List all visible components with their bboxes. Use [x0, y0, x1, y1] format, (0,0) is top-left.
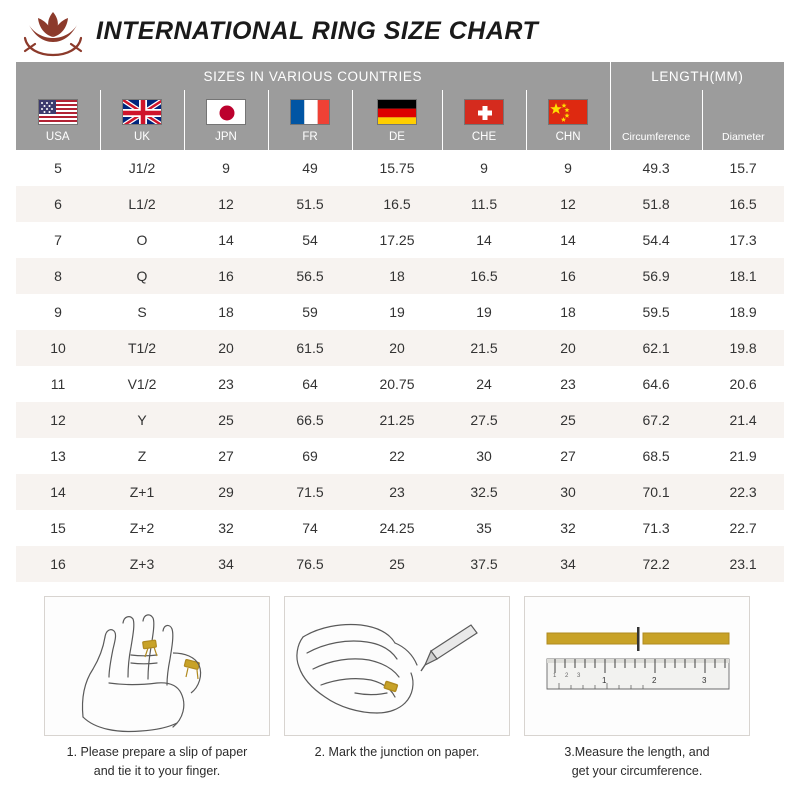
ruler-measure-illustration-icon	[524, 596, 750, 736]
cell-che: 32.5	[442, 474, 526, 510]
uk-flag-icon	[100, 90, 184, 128]
step-3-caption	[524, 736, 750, 781]
cell-chn: 30	[526, 474, 610, 510]
ring-size-table	[16, 62, 784, 582]
svg-text:2: 2	[565, 673, 569, 679]
cell-diameter: 23.1	[702, 546, 784, 582]
size-table-container	[0, 62, 800, 582]
cell-jpn: 27	[184, 438, 268, 474]
cell-usa: 15	[16, 510, 100, 546]
cell-che: 30	[442, 438, 526, 474]
cell-jpn: 9	[184, 150, 268, 186]
table-row	[16, 294, 784, 330]
cell-usa: 5	[16, 150, 100, 186]
cell-che: 9	[442, 150, 526, 186]
svg-text:1: 1	[553, 673, 557, 679]
france-flag-icon	[268, 90, 352, 128]
cell-usa: 13	[16, 438, 100, 474]
cell-circumference: 51.8	[610, 186, 702, 222]
step-1-line2: and tie it to your finger.	[93, 763, 221, 778]
cell-diameter: 15.7	[702, 150, 784, 186]
cell-diameter: 21.4	[702, 402, 784, 438]
cell-diameter: 18.9	[702, 294, 784, 330]
cell-de: 20.75	[352, 366, 442, 402]
cell-uk: Y	[100, 402, 184, 438]
cell-chn: 34	[526, 546, 610, 582]
cell-usa: 11	[16, 366, 100, 402]
table-column-header-row	[16, 128, 784, 150]
cell-de: 21.25	[352, 402, 442, 438]
cell-diameter: 22.3	[702, 474, 784, 510]
cell-de: 16.5	[352, 186, 442, 222]
cell-usa: 9	[16, 294, 100, 330]
cell-che: 24	[442, 366, 526, 402]
hand-paper-strip-illustration-icon	[44, 596, 270, 736]
step-1-line1: 1. Please prepare a slip of paper	[66, 745, 248, 759]
svg-text:2: 2	[652, 676, 657, 685]
cell-che: 37.5	[442, 546, 526, 582]
table-row	[16, 546, 784, 582]
col-header-usa: USA	[16, 128, 100, 150]
cell-usa: 8	[16, 258, 100, 294]
switzerland-flag-icon	[442, 90, 526, 128]
table-row	[16, 438, 784, 474]
col-header-fr: FR	[268, 128, 352, 150]
germany-flag-icon	[352, 90, 442, 128]
cell-uk: S	[100, 294, 184, 330]
cell-jpn: 25	[184, 402, 268, 438]
table-group-header-row	[16, 62, 784, 90]
cell-uk: J1/2	[100, 150, 184, 186]
cell-diameter: 21.9	[702, 438, 784, 474]
svg-text:3: 3	[577, 673, 581, 679]
svg-text:1: 1	[602, 676, 607, 685]
cell-fr: 61.5	[268, 330, 352, 366]
cell-uk: Z+2	[100, 510, 184, 546]
cell-circumference: 62.1	[610, 330, 702, 366]
cell-che: 27.5	[442, 402, 526, 438]
cell-jpn: 12	[184, 186, 268, 222]
cell-chn: 9	[526, 150, 610, 186]
cell-fr: 69	[268, 438, 352, 474]
cell-uk: Z+1	[100, 474, 184, 510]
step-3-line2: get your circumference.	[571, 763, 703, 778]
cell-fr: 71.5	[268, 474, 352, 510]
cell-usa: 12	[16, 402, 100, 438]
cell-che: 35	[442, 510, 526, 546]
cell-diameter: 20.6	[702, 366, 784, 402]
cell-circumference: 49.3	[610, 150, 702, 186]
cell-chn: 14	[526, 222, 610, 258]
table-row	[16, 150, 784, 186]
japan-flag-icon	[184, 90, 268, 128]
cell-diameter: 16.5	[702, 186, 784, 222]
step-2-caption	[284, 736, 510, 762]
table-row	[16, 330, 784, 366]
cell-fr: 56.5	[268, 258, 352, 294]
cell-jpn: 23	[184, 366, 268, 402]
table-row	[16, 474, 784, 510]
step-1	[44, 596, 270, 781]
table-row	[16, 186, 784, 222]
col-header-uk: UK	[100, 128, 184, 150]
svg-text:3: 3	[702, 676, 707, 685]
cell-chn: 25	[526, 402, 610, 438]
cell-uk: Z	[100, 438, 184, 474]
cell-chn: 16	[526, 258, 610, 294]
cell-usa: 7	[16, 222, 100, 258]
cell-fr: 51.5	[268, 186, 352, 222]
cell-chn: 12	[526, 186, 610, 222]
group-header-countries: SIZES IN VARIOUS COUNTRIES	[16, 62, 610, 90]
hand-pen-mark-illustration-icon	[284, 596, 510, 736]
cell-circumference: 59.5	[610, 294, 702, 330]
cell-fr: 76.5	[268, 546, 352, 582]
cell-circumference: 70.1	[610, 474, 702, 510]
cell-chn: 18	[526, 294, 610, 330]
cell-fr: 49	[268, 150, 352, 186]
usa-flag-icon	[16, 90, 100, 128]
cell-che: 14	[442, 222, 526, 258]
cell-fr: 66.5	[268, 402, 352, 438]
cell-de: 25	[352, 546, 442, 582]
lotus-yoga-logo-icon	[14, 3, 92, 59]
cell-jpn: 34	[184, 546, 268, 582]
cell-jpn: 32	[184, 510, 268, 546]
cell-circumference: 67.2	[610, 402, 702, 438]
cell-circumference: 64.6	[610, 366, 702, 402]
cell-jpn: 16	[184, 258, 268, 294]
cell-de: 18	[352, 258, 442, 294]
table-row	[16, 510, 784, 546]
table-flag-row	[16, 90, 784, 128]
cell-usa: 10	[16, 330, 100, 366]
table-row	[16, 402, 784, 438]
cell-uk: V1/2	[100, 366, 184, 402]
cell-fr: 59	[268, 294, 352, 330]
cell-uk: Q	[100, 258, 184, 294]
cell-usa: 16	[16, 546, 100, 582]
cell-diameter: 18.1	[702, 258, 784, 294]
cell-circumference: 56.9	[610, 258, 702, 294]
cell-de: 19	[352, 294, 442, 330]
cell-chn: 32	[526, 510, 610, 546]
flag-spacer-circumference	[610, 90, 702, 128]
cell-jpn: 14	[184, 222, 268, 258]
cell-uk: T1/2	[100, 330, 184, 366]
step-1-caption	[44, 736, 270, 781]
cell-jpn: 18	[184, 294, 268, 330]
step-3-line1: 3.Measure the length, and	[564, 745, 710, 759]
cell-che: 11.5	[442, 186, 526, 222]
instruction-steps	[0, 582, 800, 781]
cell-fr: 54	[268, 222, 352, 258]
table-row	[16, 222, 784, 258]
group-header-length: LENGTH(MM)	[610, 62, 784, 90]
page-title: INTERNATIONAL RING SIZE CHART	[96, 16, 539, 45]
page-header	[0, 0, 800, 62]
table-row	[16, 258, 784, 294]
cell-che: 19	[442, 294, 526, 330]
cell-fr: 64	[268, 366, 352, 402]
cell-circumference: 72.2	[610, 546, 702, 582]
col-header-chn: CHN	[526, 128, 610, 150]
cell-uk: L1/2	[100, 186, 184, 222]
step-3	[524, 596, 750, 781]
step-2-line1: 2. Mark the junction on paper.	[314, 745, 480, 759]
cell-diameter: 17.3	[702, 222, 784, 258]
cell-de: 17.25	[352, 222, 442, 258]
cell-circumference: 68.5	[610, 438, 702, 474]
flag-spacer-diameter	[702, 90, 784, 128]
cell-che: 16.5	[442, 258, 526, 294]
cell-fr: 74	[268, 510, 352, 546]
cell-uk: Z+3	[100, 546, 184, 582]
cell-de: 22	[352, 438, 442, 474]
cell-diameter: 19.8	[702, 330, 784, 366]
cell-de: 15.75	[352, 150, 442, 186]
cell-circumference: 71.3	[610, 510, 702, 546]
cell-circumference: 54.4	[610, 222, 702, 258]
cell-usa: 6	[16, 186, 100, 222]
col-header-che: CHE	[442, 128, 526, 150]
table-body	[16, 150, 784, 582]
step-2	[284, 596, 510, 781]
col-header-de: DE	[352, 128, 442, 150]
cell-usa: 14	[16, 474, 100, 510]
cell-jpn: 29	[184, 474, 268, 510]
cell-chn: 23	[526, 366, 610, 402]
cell-de: 24.25	[352, 510, 442, 546]
table-row	[16, 366, 784, 402]
cell-de: 20	[352, 330, 442, 366]
cell-chn: 27	[526, 438, 610, 474]
cell-de: 23	[352, 474, 442, 510]
cell-diameter: 22.7	[702, 510, 784, 546]
cell-chn: 20	[526, 330, 610, 366]
col-header-diameter: Diameter	[702, 128, 784, 150]
china-flag-icon	[526, 90, 610, 128]
col-header-circumference: Circumference	[610, 128, 702, 150]
col-header-jpn: JPN	[184, 128, 268, 150]
cell-uk: O	[100, 222, 184, 258]
cell-jpn: 20	[184, 330, 268, 366]
cell-che: 21.5	[442, 330, 526, 366]
